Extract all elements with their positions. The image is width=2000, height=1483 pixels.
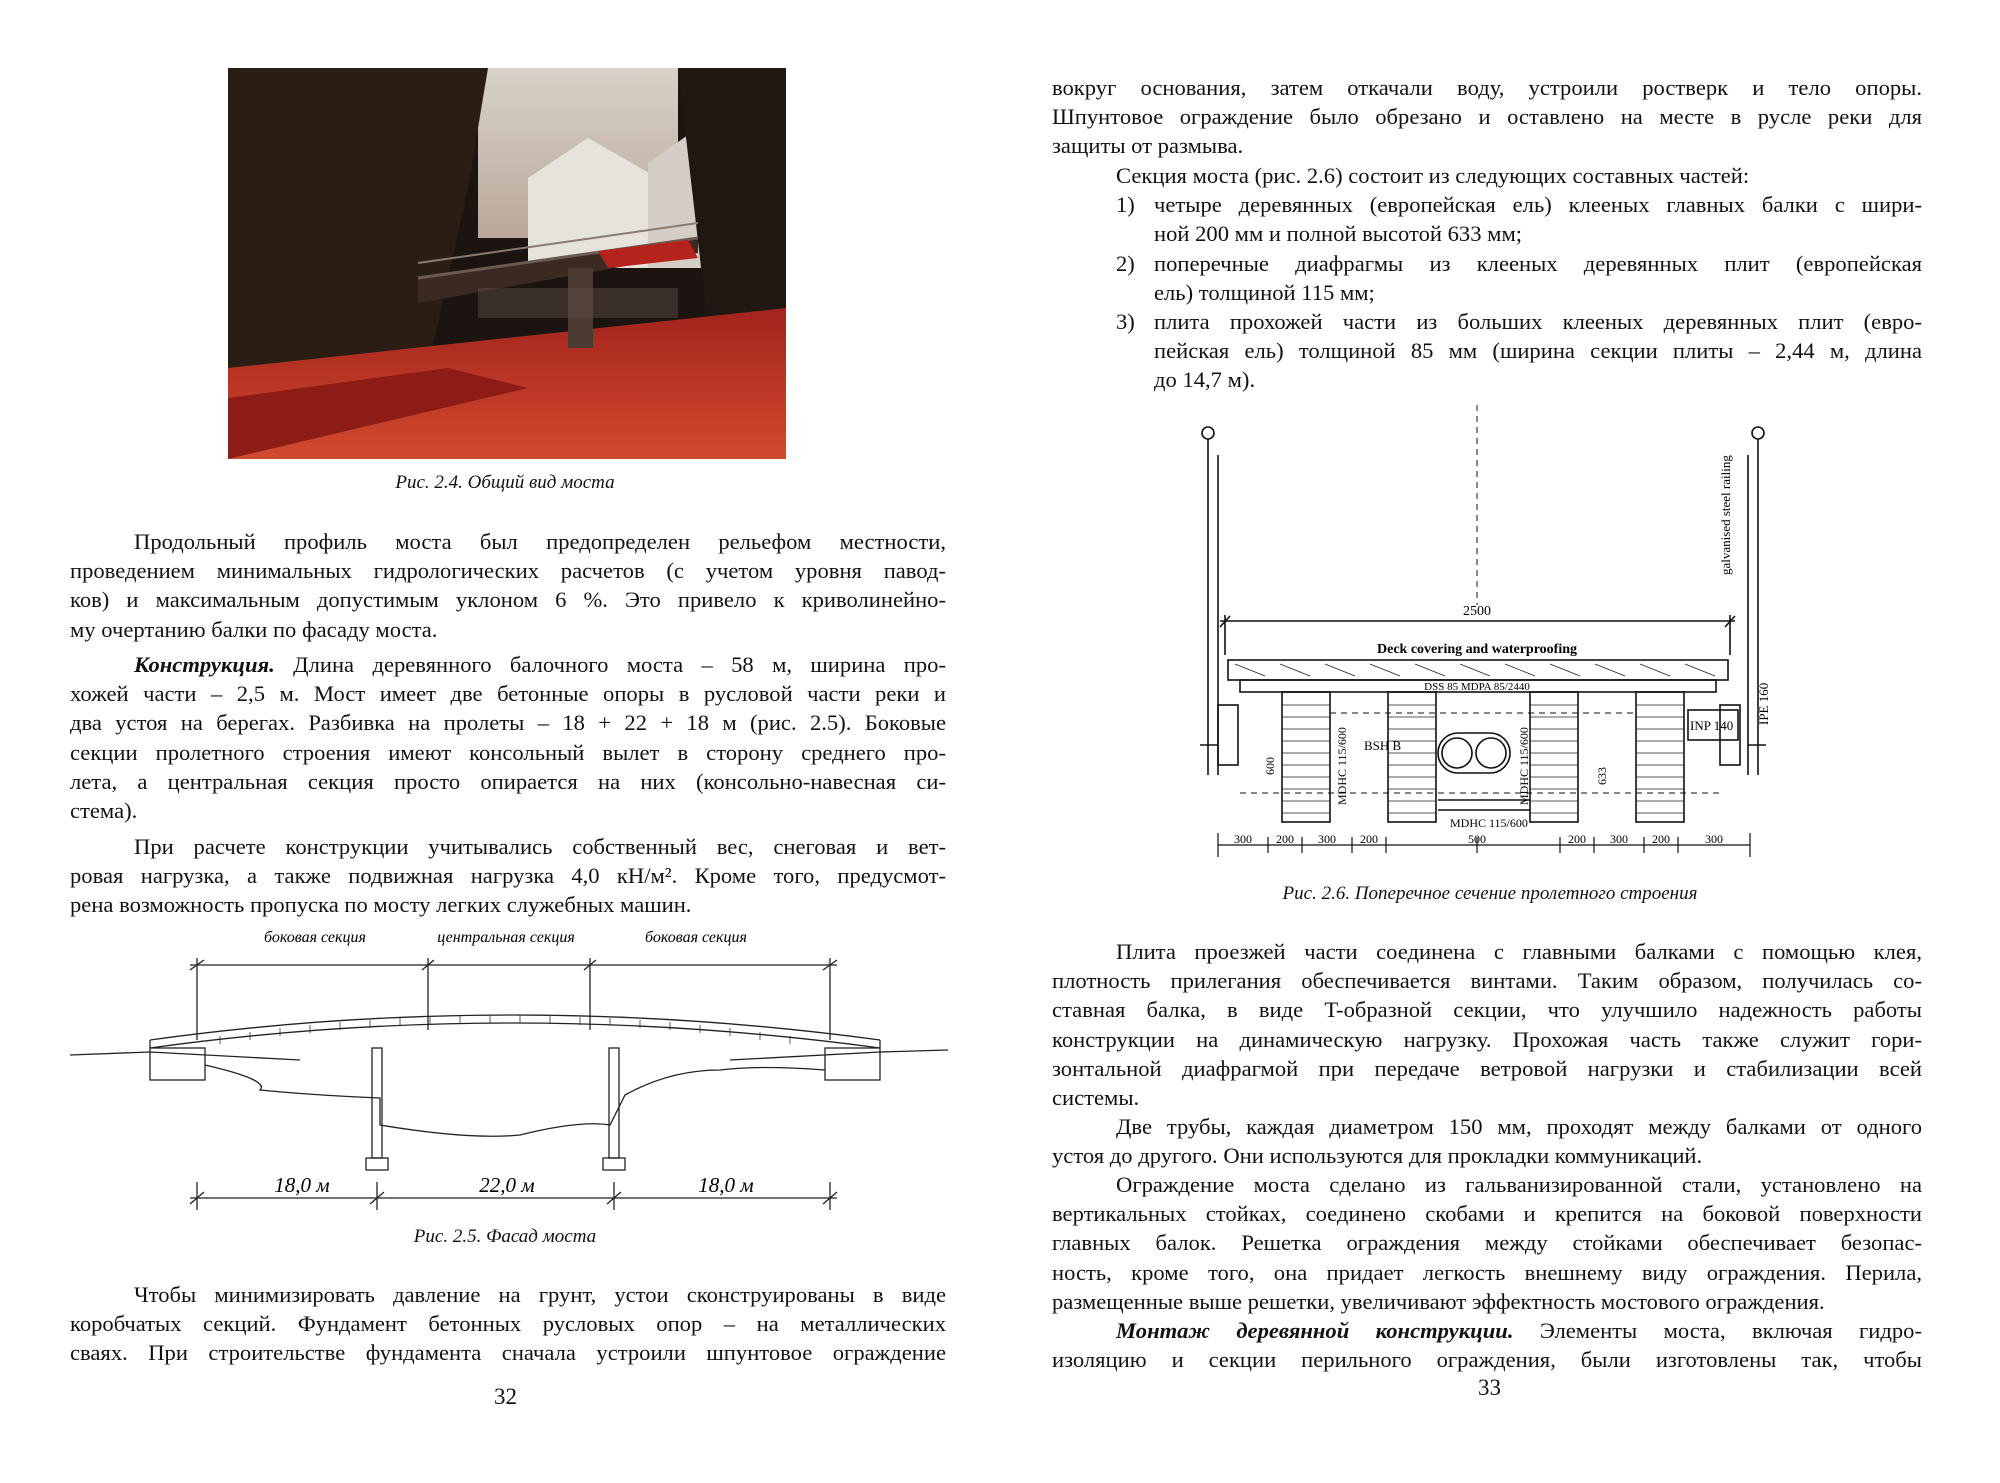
text-line: му очертанию балки по фасаду моста. <box>70 616 438 642</box>
dimension-label: 500 <box>1468 832 1486 846</box>
text-line: устоя до другого. Они используются для прокладки коммуникаций. <box>1052 1143 1703 1169</box>
beam-label: MDHC 115/600 <box>1517 727 1531 805</box>
text-line: пейская ель) толщиной 85 мм (ширина секции плиты – 2,44 м, длина <box>1154 338 1922 364</box>
page-number-left: 32 <box>494 1384 517 1409</box>
text-line: Ограждение моста сделано из гальванизированной стали, установлено на <box>1116 1172 1922 1197</box>
text-line: ставная балка, в виде T-образной секции, что улучшило надежность работы <box>1052 997 1922 1023</box>
text-line: вокруг основания, затем откачали воду, устроили ростверк и тело опоры. <box>1052 75 1922 100</box>
dimension-label: 200 <box>1360 832 1378 846</box>
text-line: сваях. При строительстве фундамента сначала устроили шпунтовое ограждение <box>70 1340 946 1366</box>
right-page <box>1000 0 2000 1483</box>
text-line: конструкции на динамическую нагрузку. Прохожая часть также служит гори- <box>1052 1026 1922 1052</box>
text-line: ровая нагрузка, а также подвижная нагрузка 4,0 кН/м². Кроме того, предусмот- <box>70 863 946 889</box>
text-line: системы. <box>1052 1085 1140 1111</box>
text-line: Шпунтовое ограждение было обрезано и оставлено на месте в русле реки для <box>1052 104 1922 130</box>
beam-label: 633 <box>1595 767 1609 785</box>
paragraph-foundation <box>70 1280 946 1368</box>
text-line: ков) и максимальным допустимым уклоном 6 %. Это привело к криволинейно- <box>70 587 946 613</box>
beam-label: BSH B <box>1364 738 1402 753</box>
beam-label: 600 <box>1263 757 1277 775</box>
list-number: 2) <box>1116 251 1135 276</box>
list-item <box>1116 307 1922 397</box>
text-line: хожей части – 2,5 м. Мост имеет две бетонные опоры в русловой части реки и <box>70 681 946 707</box>
text-line: защиты от размыва. <box>1052 133 1244 159</box>
text-line: вертикальных стойках, соединено скобами и крепится на боковой поверхности <box>1052 1201 1922 1227</box>
assembly-label: Монтаж деревянной конструкции. <box>1116 1318 1514 1343</box>
construction-label: Конструкция. <box>134 652 275 677</box>
text-line: главных балок. Решетка ограждения между стойками обеспечивает безопас- <box>1052 1230 1922 1256</box>
paragraph-deck-joint <box>1052 937 1922 1112</box>
text-line: изоляцию и секции перильного ограждения, были изготовлены так, чтобы <box>1052 1347 1922 1373</box>
text-line: ность, кроме того, она придает легкость внешнему виду ограждения. Перила, <box>1052 1259 1922 1285</box>
dimension-label: 200 <box>1276 832 1294 846</box>
text-line: Длина деревянного балочного моста – 58 м, ширина про- <box>274 652 946 677</box>
dimension-label: 300 <box>1610 832 1628 846</box>
text-line: стема). <box>70 798 138 824</box>
text-line: секции пролетного строения имеют консольный вылет в сторону среднего про- <box>70 739 946 765</box>
text-line: зонтальной диафрагмой при передаче ветровой нагрузки и стабилизации всей <box>1052 1055 1922 1081</box>
width-label: 2500 <box>1463 604 1491 619</box>
figure-2-6-caption: Рис. 2.6. Поперечное сечение пролетного строения <box>1282 883 1698 904</box>
plate-label: DSS 85 MDPA 85/2440 <box>1424 681 1530 693</box>
paragraph-continuation <box>1052 73 1922 161</box>
text-line: плотность прилегания обеспечивается винтами. Таким образом, получилась со- <box>1052 968 1922 994</box>
paragraph-section-intro <box>1052 161 1922 190</box>
text-line: поперечные диафрагмы из клееных деревянных плит (европейская <box>1154 251 1922 276</box>
text-line: два устоя на берегах. Разбивка на пролеты – 18 + 22 + 18 м (рис. 2.5). Боковые <box>70 710 946 736</box>
dimension-label: 300 <box>1234 832 1252 846</box>
span-label-center: 22,0 м <box>479 1173 535 1197</box>
list-number: 3) <box>1116 309 1135 334</box>
dimension-label: 200 <box>1568 832 1586 846</box>
text-line: Две трубы, каждая диаметром 150 мм, проходят между балками от одного <box>1116 1114 1922 1139</box>
text-line: четыре деревянных (европейская ель) клееных главных балки с шири- <box>1154 192 1922 217</box>
text-line: коробчатых секций. Фундамент бетонных русловых опор – на металлических <box>70 1311 946 1337</box>
text-line: плита прохожей части из больших клееных деревянных плит (евро- <box>1154 309 1922 334</box>
beam-label: IPE 160 <box>1756 682 1771 725</box>
text-line: При расчете конструкции учитывались собственный вес, снеговая и вет- <box>134 834 946 859</box>
figure-2-4-caption: Рис. 2.4. Общий вид моста <box>395 472 615 493</box>
beam-label: INP 140 <box>1690 718 1734 733</box>
paragraph-pipes <box>1052 1112 1922 1170</box>
span-label-left: 18,0 м <box>274 1173 330 1197</box>
text-line: лета, а центральная секция просто опирается на них (консольно-навесная си- <box>70 768 946 794</box>
dimension-label: 200 <box>1652 832 1670 846</box>
paragraph-construction <box>70 650 946 825</box>
text-line: рена возможность пропуска по мосту легких служебных машин. <box>70 892 692 918</box>
text-line: размещенные выше решетки, увеличивают эффектность мостового ограждения. <box>1052 1288 1825 1314</box>
list-number: 1) <box>1116 192 1135 217</box>
section-label-left: боковая секция <box>264 929 366 946</box>
text-line: Плита проезжей части соединена с главными балками с помощью клея, <box>1116 939 1922 964</box>
page-number-right: 33 <box>1478 1375 1501 1400</box>
beam-label: MDHC 115/600 <box>1335 727 1349 805</box>
text-line: до 14,7 м). <box>1154 367 1256 393</box>
deck-label: Deck covering and waterproofing <box>1377 642 1577 657</box>
text-line: Чтобы минимизировать давление на грунт, устои сконструированы в виде <box>134 1282 946 1307</box>
section-label-center: центральная секция <box>437 929 575 946</box>
text-line: ной 200 мм и полной высотой 633 мм; <box>1154 221 1523 247</box>
text-line: Секция моста (рис. 2.6) состоит из следующих составных частей: <box>1116 163 1750 188</box>
text-line: Элементы моста, включая гидро- <box>1513 1318 1922 1343</box>
railing-label: galvanised steel railing <box>1718 455 1733 575</box>
section-label-right: боковая секция <box>645 929 747 946</box>
figure-2-5-caption: Рис. 2.5. Фасад моста <box>413 1226 597 1247</box>
span-label-right: 18,0 м <box>698 1173 754 1197</box>
text-line: Продольный профиль моста был предопределен рельефом местности, <box>134 529 946 554</box>
dimension-label: 300 <box>1318 832 1336 846</box>
paragraph-loads <box>70 832 946 920</box>
beam-label: MDHC 115/600 <box>1450 816 1528 830</box>
paragraph-assembly <box>1052 1316 1922 1374</box>
text-line: ель) толщиной 115 мм; <box>1154 280 1375 306</box>
paragraph-railing <box>1052 1170 1922 1316</box>
dimension-label: 300 <box>1705 832 1723 846</box>
text-line: проведением минимальных гидрологических расчетов (с учетом уровня павод- <box>70 558 946 584</box>
list-item <box>1116 190 1922 250</box>
bridge-photo <box>228 68 786 459</box>
list-item <box>1116 249 1922 309</box>
paragraph-profile <box>70 527 946 644</box>
bridge-facade-drawing <box>70 920 950 1220</box>
cross-section-drawing <box>1190 405 1790 875</box>
